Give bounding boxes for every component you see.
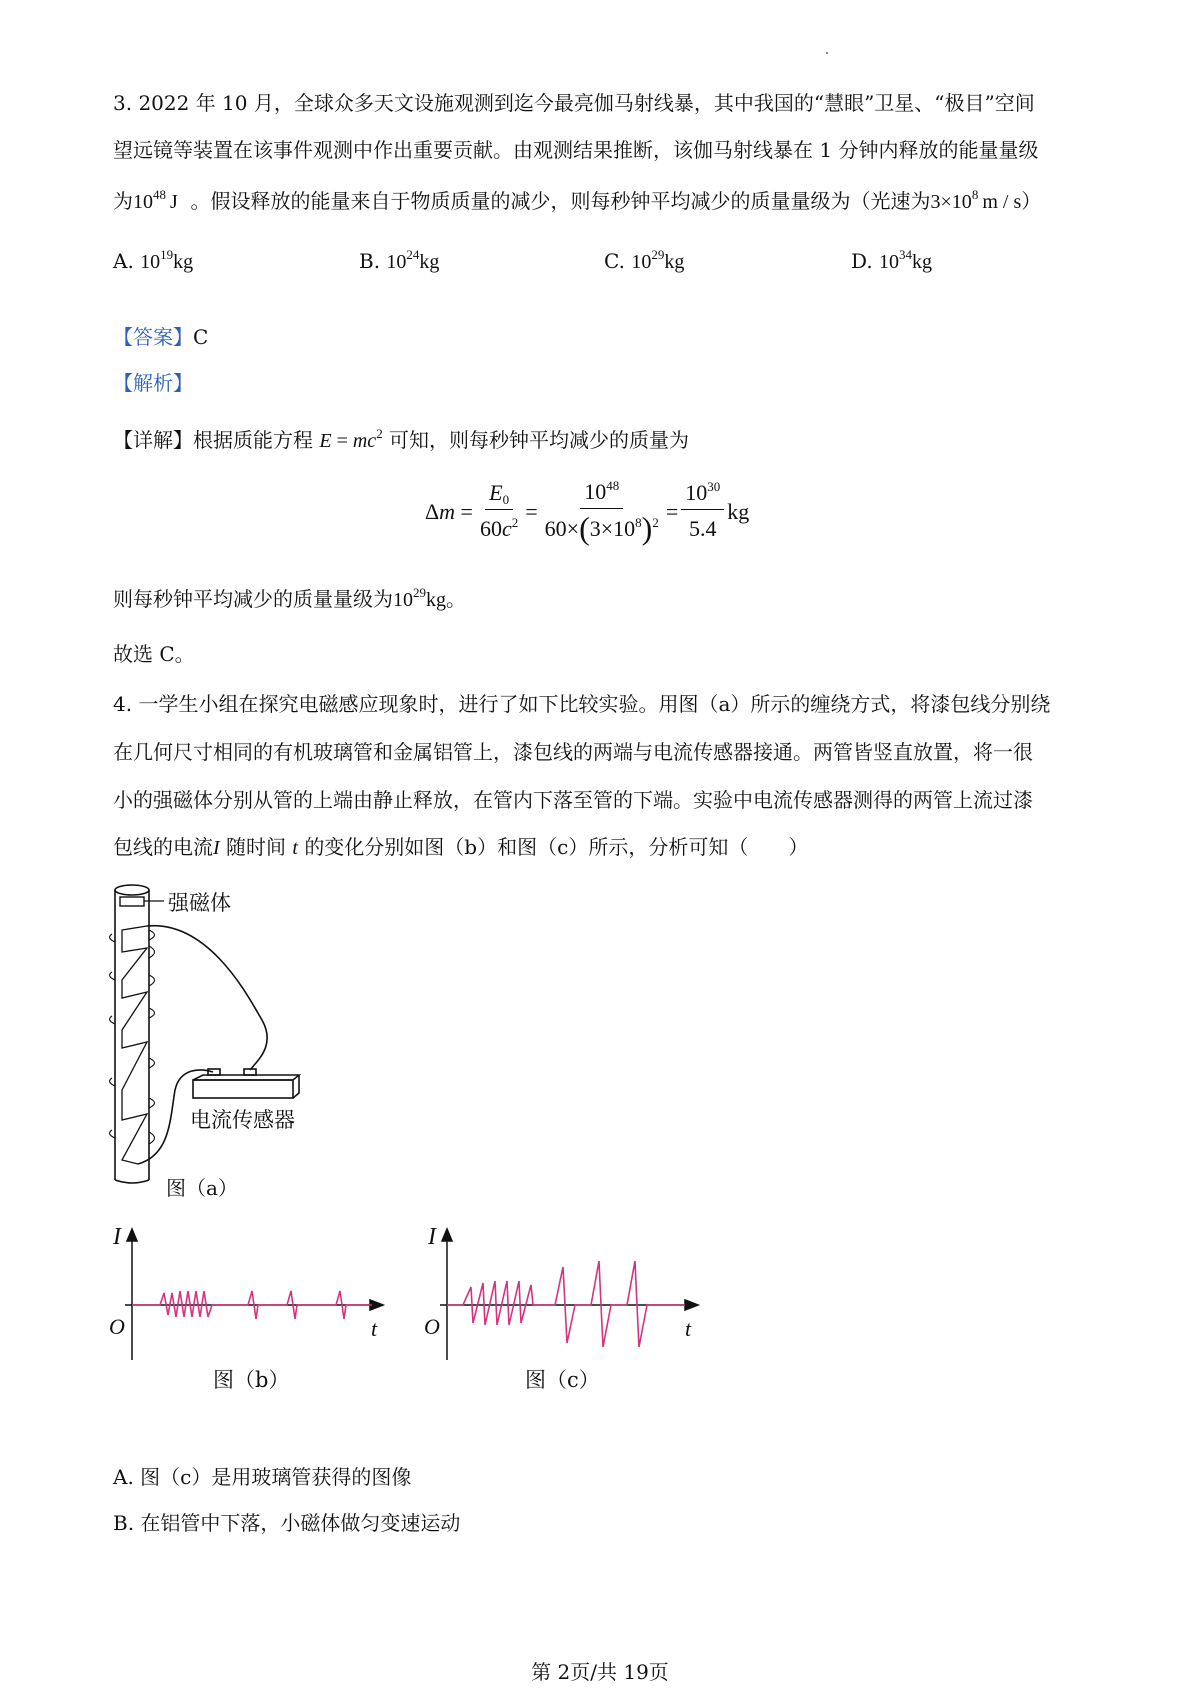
figure-c-chart <box>415 1225 705 1375</box>
analysis-tag: 【解析】 <box>113 371 193 395</box>
q3-option-d[interactable]: D. $10^{34}kg$ <box>851 247 933 273</box>
figure-c-axis-i: I <box>428 1224 436 1250</box>
figure-b-axis-o: O <box>109 1314 125 1339</box>
choose-line: 故选 C。 <box>113 642 195 666</box>
q3-option-b[interactable]: B. $10^{24}kg$ <box>359 247 440 273</box>
conclusion-line: 则每秒钟平均减少的质量量级为$10^{29}kg$。 <box>113 585 466 611</box>
figure-b-axis-t: t <box>371 1316 378 1341</box>
q3-line3: 为$10^{48}$ J 。假设释放的能量来自于物质质量的减少，则每秒钟平均减少的质量量级为（光速为$3\times 10^8$ m / s） <box>113 187 1042 213</box>
speed-of-light: $3\times 10^8$ m / s <box>930 187 1022 213</box>
q4-line4: 包线的电流I 随时间 t 的变化分别如图（b）和图（c）所示，分析可知（ ） <box>113 835 809 859</box>
q3-line2: 望远镜等装置在该事件观测中作出重要贡献。由观测结果推断，该伽马射线暴在 1 分钟内释放的能量量级 <box>113 138 1039 162</box>
figure-b-caption: 图（b） <box>213 1368 290 1392</box>
answer-value: C <box>193 325 209 349</box>
figure-a-apparatus <box>100 880 340 1190</box>
q4-line1: 4. 一学生小组在探究电磁感应现象时，进行了如下比较实验。用图（a）所示的缠绕方式，将漆包线分别绕 <box>113 692 1051 716</box>
detail-line: 【详解】根据质能方程 $E = mc^2$ 可知，则每秒钟平均减少的质量为 <box>113 426 690 452</box>
page-footer: 第 2页/共 19页 <box>531 1660 669 1684</box>
scan-dot <box>826 52 828 54</box>
mass-energy-equation: E <box>319 430 332 452</box>
figure-c-signal <box>447 1261 685 1347</box>
q4-line3: 小的强磁体分别从管的上端由静止释放，在管内下落至管的下端。实验中电流传感器测得的两管上流过漆 <box>113 788 1033 812</box>
figure-c-axis-t: t <box>685 1316 692 1341</box>
answer-tag: 【答案】 <box>113 325 193 349</box>
q4-line2: 在几何尺寸相同的有机玻璃管和金属铝管上，漆包线的两端与电流传感器接通。两管皆竖直放置，将一很 <box>113 740 1033 764</box>
energy-value: $10^{48}$ J <box>133 187 178 213</box>
q3-line1: 3. 2022 年 10 月，全球众多天文设施观测到迄今最亮伽马射线暴，其中我国的“慧眼”卫星、“极目”空间 <box>113 91 1035 115</box>
q3-option-c[interactable]: C. $10^{29}kg$ <box>604 247 685 273</box>
figure-c-caption: 图（c） <box>525 1368 600 1392</box>
q3-option-a[interactable]: A. $10^{19}kg$ <box>113 247 194 273</box>
answer-line <box>113 322 208 352</box>
q3-options <box>113 246 1113 276</box>
q4-option-a[interactable]: A. 图（c）是用玻璃管获得的图像 <box>113 1465 412 1489</box>
sensor-label: 电流传感器 <box>190 1108 295 1132</box>
figure-c-axis-o: O <box>424 1314 440 1339</box>
figure-b-chart <box>100 1225 390 1375</box>
figure-b-axis-i: I <box>113 1224 121 1250</box>
q4-option-b[interactable]: B. 在铝管中下落，小磁体做匀变速运动 <box>113 1511 461 1535</box>
figure-a-caption: 图（a） <box>166 1176 238 1200</box>
magnet-label: 强磁体 <box>168 891 231 915</box>
mass-loss-equation: Δm = $\frac{E_0}{60c^2}$ = $\frac{10^{48}}{60\times(3\times 10^8)^2}$ = $\frac{10^{30}}{5.4}$ kg <box>425 478 750 546</box>
